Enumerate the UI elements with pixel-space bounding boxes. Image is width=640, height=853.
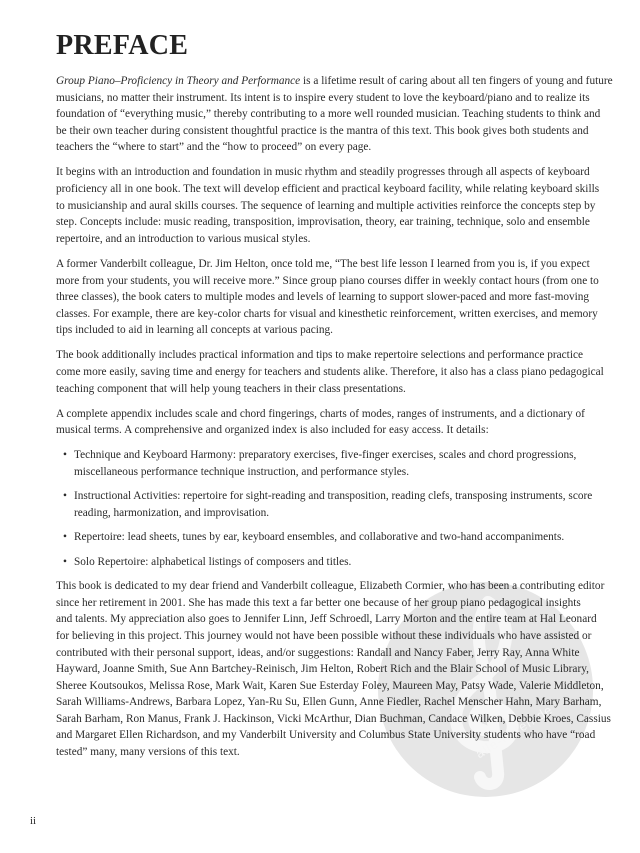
text-line: for believing in this project. This journey would not have been possible without these individuals who have assisted or [56, 629, 592, 642]
text-line: step. Concepts include: music reading, transposition, improvisation, theory, ear training, technique, solo and ensemble [56, 216, 590, 229]
list-item [56, 447, 616, 480]
paragraph-helton [56, 256, 616, 339]
page-number: ii [30, 815, 37, 827]
text-line: The book additionally includes practical information and tips to make repertoire selections and performance practice [56, 349, 583, 362]
text-line: foundation of “everything music,” thereby contributing to a more well rounded musician. Teaching students to think and [56, 108, 601, 121]
book-title: Group Piano–Proficiency in Theory and Performance [56, 75, 301, 87]
text-line: It begins with an introduction and foundation in music rhythm and steadily progresses through all aspects of keyboard [56, 166, 590, 179]
text-line: This book is dedicated to my dear friend and Vanderbilt colleague, Elizabeth Cormier, who has been a contributing editor [56, 580, 605, 593]
page-title: PREFACE [56, 30, 189, 61]
text-line: come more easily, saving time and energy for teachers and students alike. Therefore, it also has a class piano pedagogical [56, 366, 604, 378]
text-line: more from your students, you will receive more.” Since group piano courses differ in weekly contact hours (from one to [56, 274, 599, 287]
bullet-icon: • [63, 555, 67, 568]
text-line: reading, harmonization, and improvisation. [74, 506, 270, 519]
text-line: teachers the “where to start” and the “how to proceed” on every page. [56, 141, 372, 154]
bullet-icon: • [63, 449, 67, 462]
text-line: repertoire, and an introduction to various musical styles. [56, 232, 311, 245]
paragraph-intro [56, 73, 616, 156]
text-line: Sheree Koutsoukos, Melissa Rose, Mark Wait, Karen Sue Esterday Foley, Maureen May, Patsy Wade, Valerie Middleton, [56, 679, 604, 692]
list-item [56, 554, 616, 571]
paragraph-practical [56, 347, 616, 397]
text-line: and Margaret Ellen Richardson, and my Vanderbilt University and Columbus State University students who have “road [56, 729, 596, 742]
text-line: three classes), the book caters to multiple modes and levels of learning to support slower-paced and more fast-moving [56, 291, 590, 304]
details-list [56, 447, 616, 570]
text-line: Repertoire: lead sheets, tunes by ear, keyboard ensembles, and collaborative and two-hand accompaniments. [74, 531, 565, 544]
paragraph-dedication [56, 578, 616, 761]
text-line: classes. For example, there are key-color charts for visual and kinesthetic reinforcement, written exercises, and memory [56, 307, 598, 320]
bullet-icon: • [63, 531, 67, 544]
text-line: Instructional Activities: repertoire for sight-reading and transposition, reading clefs, transposing instruments, score [74, 490, 593, 503]
preface-body [56, 73, 616, 769]
text-line: musicians, no matter their instrument. Its intent is to inspire every student to love the keyboard/piano and to realize its [56, 91, 590, 104]
text-line: is a lifetime result of caring about all ten fingers of young and future [303, 75, 613, 87]
paragraph-appendix [56, 406, 616, 439]
text-line: miscellaneous performance technique instruction, and performance styles. [74, 465, 410, 478]
text-line: proficiency all in one book. The text will develop efficient and practical keyboard facility, while relating keyboard skills [56, 183, 600, 196]
text-line: Technique and Keyboard Harmony: preparatory exercises, five-finger exercises, scales and chord progressions, [74, 449, 577, 462]
text-line: tested” many, many versions of this text. [56, 746, 240, 759]
paragraph-overview [56, 164, 616, 247]
bullet-icon: • [63, 490, 67, 503]
text-line: A former Vanderbilt colleague, Dr. Jim Helton, once told me, “The best life lesson I learned from you is, if you expect [56, 257, 590, 270]
list-item [56, 529, 616, 546]
text-line: teaching component that will help young teachers in their class presentations. [56, 382, 406, 395]
text-line: since her retirement in 2001. She has made this text a far better one because of her group piano pedagogical insights [56, 596, 581, 609]
text-line: Solo Repertoire: alphabetical listings of composers and titles. [74, 555, 352, 568]
text-line: musical terms. A comprehensive and organized index is also included for easy access. It details: [56, 424, 489, 437]
text-line: tips included to aid in learning all concepts at various pacing. [56, 324, 334, 337]
list-item [56, 488, 616, 521]
watermark-text: alle-noten.de [472, 701, 556, 762]
text-line: to musicianship and aural skills courses. The sequence of learning and multiple activities reinforce the concepts step by [56, 199, 596, 212]
text-line: Sarah Barham, Ron Manus, Frank J. Hackinson, Vicki McArthur, Dian Buchman, Candace Wilken, Debbie Kroes, Cassius [56, 712, 611, 725]
text-line: be their own teacher during consistent thoughtful practice is the mantra of this text. This book gives both students and [56, 124, 589, 137]
text-line: A complete appendix includes scale and chord fingerings, charts of modes, ranges of instruments, and a dictionary of [56, 407, 585, 420]
text-line: Sarah Williams-Andrews, Barbara Lopez, Yan-Ru Su, Ellen Gunn, Anne Fiedler, Rachel Menscher Hahn, Mary Barham, [56, 696, 602, 709]
text-line: contributed with their personal support, ideas, and/or suggestions: Randall and Nancy Faber, Jerry Ray, Anna White [56, 646, 580, 659]
text-line: Hayward, Joanne Smith, Sue Ann Bartchey-Reinisch, Jim Helton, Robert Rich and the Blair School of Music Library, [56, 663, 589, 676]
text-line: and talents. My appreciation also goes to Jennifer Linn, Jeff Schroedl, Larry Morton and the entire team at Hal Leonard [56, 613, 597, 626]
